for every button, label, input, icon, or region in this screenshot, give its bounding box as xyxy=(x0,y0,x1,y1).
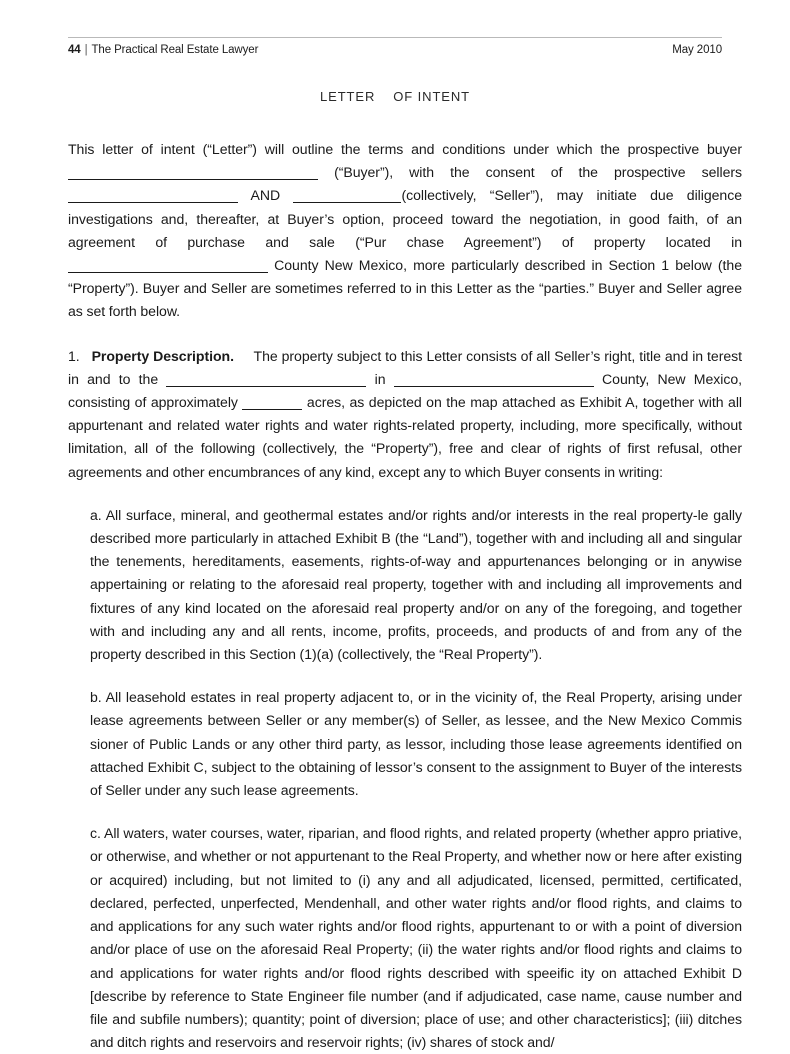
subsection-b: b. All leasehold estates in real property adjacent to, or in the vicinity of, the Real Property, arising under lease agreements between Seller or any member(s) of Seller, as lessee, and the New Mexico Commis sioner of Public Lands or any other third party, as lessor, including those lease agreements identified on attached Exhibit C, subject to the obtaining of lessor’s consent to the assignment to Buyer of the interests of Seller under any such lease agreements. xyxy=(90,689,742,799)
page-title: LETTER OF INTENT xyxy=(320,89,470,104)
county-blank[interactable] xyxy=(68,261,268,273)
section-1-number: 1. xyxy=(68,347,92,364)
section-1-heading: Property Description. xyxy=(91,347,234,364)
section-1-text-1: The property subject to this Letter consists of all Seller’s right, title and in terest in and to the xyxy=(68,347,742,387)
property-county-blank[interactable] xyxy=(394,375,594,387)
section-1-paragraph xyxy=(68,345,742,484)
lead-text-2: (“Buyer”), with the consent of the prospective sellers xyxy=(318,164,742,181)
header-divider xyxy=(68,37,722,38)
issue-date: May 2010 xyxy=(672,44,722,56)
section-1-text-2: in xyxy=(366,370,394,387)
lead-text-5: County New Mexico, more particularly described in Section 1 below (the “Property”). Buyer and Seller are sometimes referred to in this Letter as the “parties.” Buyer and Seller agree as set forth below. xyxy=(68,257,742,320)
lead-paragraph xyxy=(68,138,742,324)
section-1-gap xyxy=(234,348,254,364)
acres-blank[interactable] xyxy=(242,398,302,410)
running-head-left xyxy=(68,43,258,57)
subsection-a: a. All surface, mineral, and geothermal estates and/or rights and/or interests in the real property-le gally described more particularly in attached Exhibit B (the “Land”), together with and including all and singular the tenements, hereditaments, easements, rights-of-way and appurtenances belonging or in anywise appertaining or relating to the aforesaid real property, together with and including all improvements and fixtures of any kind located on the aforesaid real property and/or on any of the foregoing, and together with and including any and all rents, income, profits, proceeds, and products of and from any of the property described in this Section (1)(a) (collectively, the “Real Property”). xyxy=(90,506,742,663)
buyer-name-blank[interactable] xyxy=(68,168,318,180)
page-number: 44 xyxy=(68,44,81,56)
property-description-blank[interactable] xyxy=(166,375,366,387)
lead-text-4: (collectively, “Seller”), may initiate due diligence investigations and, thereafter, at Buyer’s option, proceed toward the negotiation, in good faith, of an agreement of purchase and sale (“Pur chase Agreement”) of property located in xyxy=(68,187,742,250)
journal-title: The Practical Real Estate Lawyer xyxy=(91,44,259,56)
subsection-c: c. All waters, water courses, water, riparian, and flood rights, and related property (whether appro priative, or otherwise, and whether or not appurtenant to the Real Property, and whether now or here after existing or acquired) including, but not limited to (i) any and all adjudicated, licensed, permitted, certificated, declared, perfected, unperfected, Mendenhall, and other water rights and/or flood rights, and claims to and applications for any such water rights and/or flood rights, appurtenant to or with a point of diversion and/or place of use on the aforesaid Real Property; (ii) the water rights and/or flood rights and claims to and applications for water rights and/or flood rights described with speeific ity on attached Exhibit D [describe by reference to State Engineer file number (and if adjudicated, case name, cause number and file and subfile numbers); quantity; point of diversion; place of use; and other characteristics]; (iii) ditches and ditch rights and reservoirs and reservoir rights; (iv) shares of stock and/ xyxy=(90,825,742,1051)
body-column xyxy=(68,138,742,1054)
running-head xyxy=(68,43,722,59)
seller-name-blank-1[interactable] xyxy=(68,191,238,203)
section-1-text-3: County, New Mexico, consisting of approximately xyxy=(68,370,743,411)
seller-name-blank-2[interactable] xyxy=(293,191,401,203)
lead-text-3: AND xyxy=(238,187,294,204)
section-1-text-4: acres, as depicted on the map attached as Exhibit A, together with all appurtenant and related water rights and water rights-related property, including, more specifically, without limitation, all of the following (collectively, the “Property”), free and clear of rights of first refusal, other agreements and other encumbrances of any kind, except any to which Buyer consents in writing: xyxy=(68,394,742,480)
folio-separator: | xyxy=(84,44,88,56)
lead-text-1: This letter of intent (“Letter”) will outline the terms and conditions under which the prospective buyer xyxy=(68,141,742,157)
